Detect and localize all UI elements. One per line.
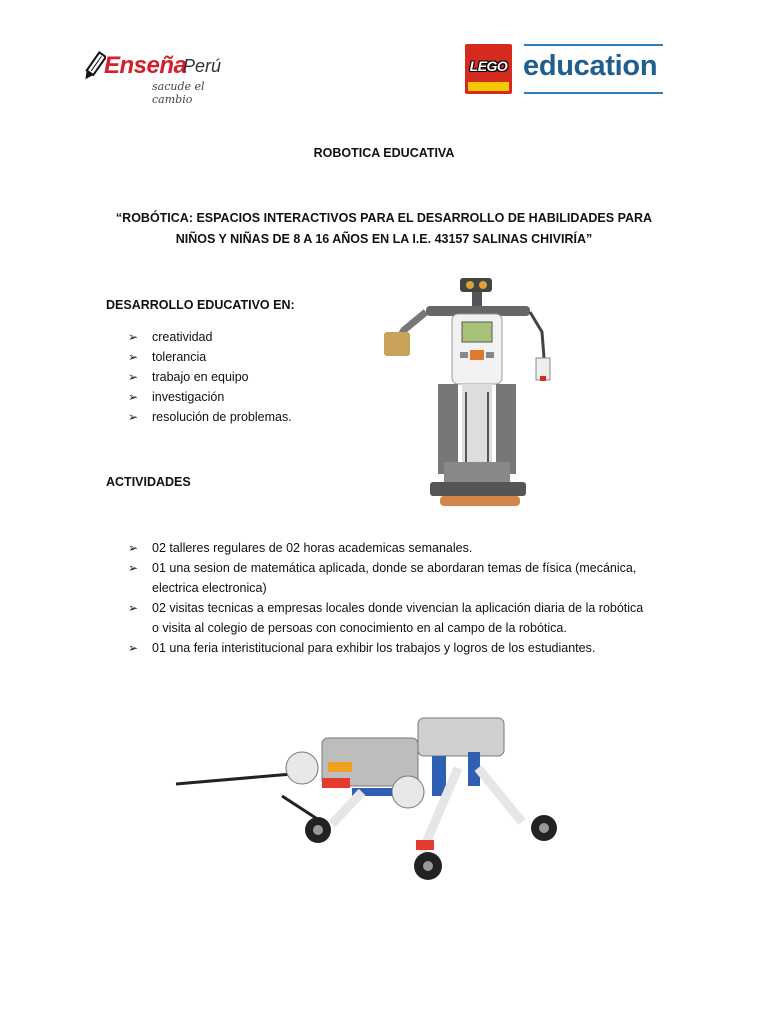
activities-heading: ACTIVIDADES (106, 475, 191, 489)
arrow-bullet-icon: ➢ (128, 350, 139, 364)
list-item: ➢ resolución de problemas. (128, 407, 348, 427)
crawler-robot-image (172, 712, 564, 888)
lego-brand-box (465, 44, 512, 94)
list-item: ➢ 02 visitas tecnicas a empresas locales donde vivencian la aplicación diaria de la robótica o visita al colegio de persoas con conocimiento en al campo de la robótica. (128, 598, 648, 638)
list-item: ➢ tolerancia (128, 347, 348, 367)
development-list (128, 327, 348, 427)
arrow-bullet-icon: ➢ (128, 330, 139, 344)
arrow-bullet-icon: ➢ (128, 601, 139, 615)
arrow-bullet-icon: ➢ (128, 410, 139, 424)
arrow-bullet-icon: ➢ (128, 390, 139, 404)
arrow-bullet-icon: ➢ (128, 541, 139, 555)
education-bottom-rule (524, 92, 663, 94)
education-wordmark: education (523, 50, 658, 82)
development-heading: DESARROLLO EDUCATIVO EN: (106, 298, 295, 312)
arrow-bullet-icon: ➢ (128, 561, 139, 575)
list-item: ➢ investigación (128, 387, 348, 407)
list-item: ➢ 01 una feria interistitucional para exhibir los trabajos y logros de los estudiantes. (128, 638, 648, 658)
document-title: ROBOTICA EDUCATIVA (313, 146, 455, 160)
ensena-wordmark: Enseña (104, 52, 187, 79)
lego-brand-text: LEGO (469, 58, 508, 74)
arrow-bullet-icon: ➢ (128, 370, 139, 384)
list-item: ➢ creatividad (128, 327, 348, 347)
arrow-bullet-icon: ➢ (128, 641, 139, 655)
project-subtitle: “ROBÓTICA: ESPACIOS INTERACTIVOS PARA EL DESARROLLO DE HABILIDADES PARA NIÑOS Y NIÑAS DE 8 A 16 AÑOS EN LA I.E. 43157 SALINAS CHIVIRÍA” (115, 211, 653, 246)
humanoid-robot-image (374, 272, 562, 519)
ensena-peru-logo (82, 46, 232, 106)
peru-wordmark: Perú (183, 56, 222, 76)
pencil-icon (82, 50, 106, 84)
list-item: ➢ trabajo en equipo (128, 367, 348, 387)
ensena-tagline: sacude el cambio (152, 80, 205, 106)
lego-education-logo (465, 44, 663, 96)
list-item: ➢ 02 talleres regulares de 02 horas academicas semanales. (128, 538, 648, 558)
activities-list (128, 538, 648, 658)
list-item: ➢ 01 una sesion de matemática aplicada, donde se abordaran temas de física (mecánica, electrica electronica) (128, 558, 648, 598)
education-top-rule (524, 44, 663, 46)
